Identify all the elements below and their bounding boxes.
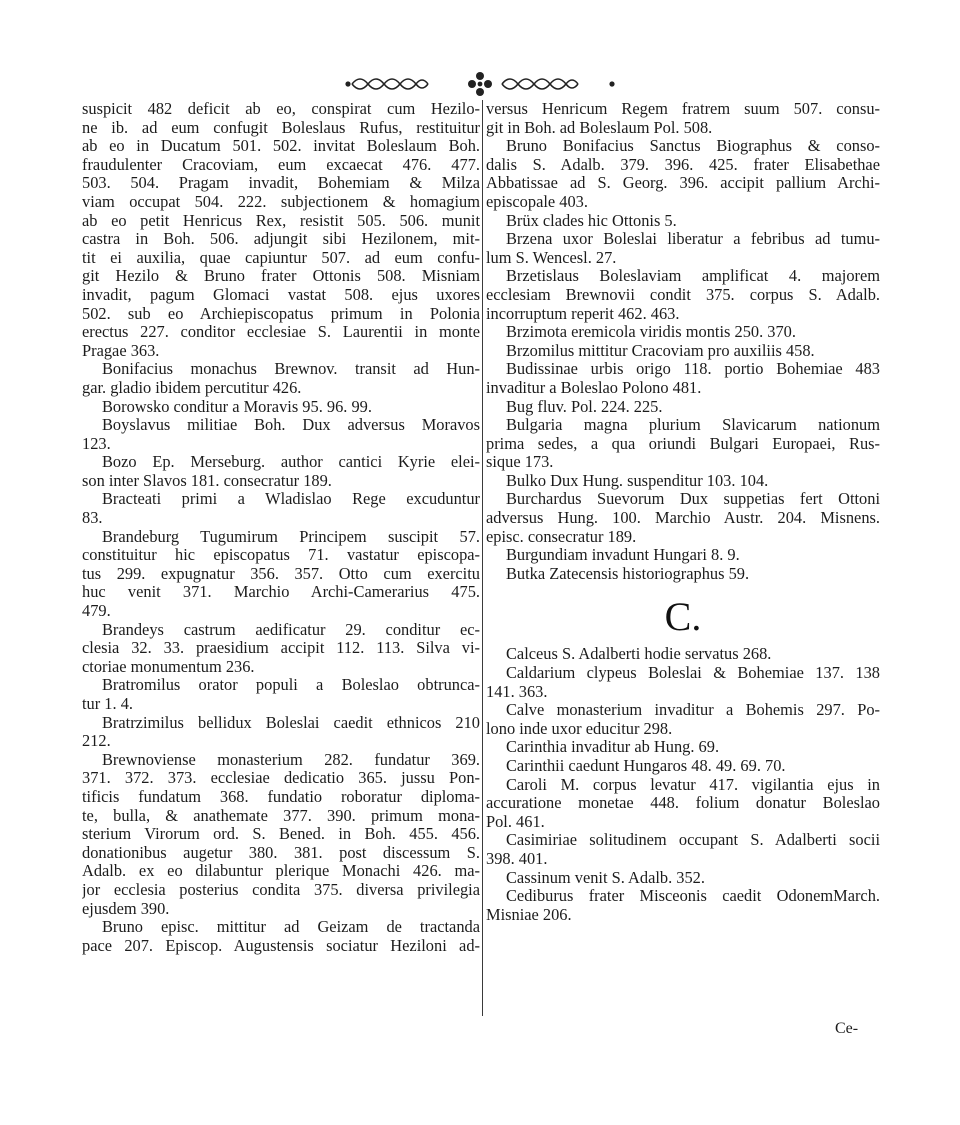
index-line: Caldarium clypeus Boleslai & Bohemiae 137. 138 [506, 664, 880, 683]
index-line: lum S. Wencesl. 27. [486, 248, 617, 267]
index-line: invadit, pagum Glomaci vastat 508. ejus uxores [82, 285, 480, 304]
index-line: Calve monasterium invaditur a Bohemis 297. Po- [506, 701, 880, 720]
index-line: Abbatissae ad S. Georg. 396. accipit pallium Archi- [486, 174, 880, 193]
index-line: invaditur a Boleslao Polono 481. [486, 378, 702, 397]
index-line: ejusdem 390. [82, 899, 170, 918]
index-line: 502. sub eo Archiepiscopatus primum in Polonia [82, 304, 480, 323]
index-line: Bratromilus orator populi a Boleslao obtrunca- [102, 676, 480, 695]
index-line: Bratrzimilus bellidux Boleslai caedit ethnicos 210 [102, 713, 480, 732]
index-line: Bulgaria magna plurium Slavicarum nationum [506, 416, 880, 435]
index-line: Brüx clades hic Ottonis 5. [506, 211, 677, 230]
index-line: Burchardus Suevorum Dux suppetias fert Ottoni [506, 490, 880, 509]
index-line: Cediburus frater Misceonis caedit OdonemMarch. [506, 887, 880, 906]
index-line: sique 173. [486, 453, 554, 472]
index-line: erectus 227. conditor ecclesiae S. Laurentii in monte [82, 323, 480, 342]
index-line: tit ei auxilia, quae capiuntur 507. ad eum confu- [82, 248, 480, 267]
index-line: 212. [82, 732, 111, 751]
index-line: Brandeys castrum aedificatur 29. conditur ec- [102, 620, 480, 639]
section-letter-c: C. [664, 594, 702, 640]
index-line: git in Boh. ad Boleslaum Pol. 508. [486, 118, 713, 137]
index-line: suspicit 482 deficit ab eo, conspirat cum Hezilo- [82, 100, 480, 118]
index-line: ctoriae monumentum 236. [82, 657, 255, 676]
catchword: Ce- [835, 1020, 859, 1037]
index-line: Caroli M. corpus levatur 417. vigilantia ejus in [506, 775, 880, 794]
index-line: Bonifacius monachus Brewnov. transit ad Hun- [102, 360, 480, 379]
index-line: Pragae 363. [82, 341, 160, 360]
index-line: ab eo petit Henricus Rex, resistit 505. 506. munit [82, 211, 480, 230]
index-line: clesia 32. 33. praesidium accipit 112. 113. Silva vi- [82, 639, 480, 658]
index-line: Pol. 461. [486, 812, 545, 831]
index-line: incorruptum reperit 462. 463. [486, 304, 680, 323]
index-line: Bruno Bonifacius Sanctus Biographus & conso- [506, 137, 880, 156]
index-line: 503. 504. Pragam invadit, Bohemiam & Milza [82, 174, 480, 193]
index-line: Budissinae urbis origo 118. portio Bohemiae 483 [506, 360, 880, 379]
index-line: accuratione monetae 448. folium donatur Boleslao [486, 794, 880, 813]
index-line: tificis fundatum 368. fundatio roboratur diploma- [82, 787, 480, 806]
index-line: 371. 372. 373. ecclesiae dedicatio 365. jussu Pon- [82, 769, 480, 788]
index-line: 141. 363. [486, 682, 548, 701]
index-line: Casimiriae solitudinem occupant S. Adalberti socii [506, 831, 880, 850]
index-line: Bruno episc. mittitur ad Geizam de tractanda [102, 918, 480, 937]
index-line: versus Henricum Regem fratrem suum 507. consu- [486, 100, 880, 118]
index-line: huc venit 371. Marchio Archi-Camerarius 475. [82, 583, 480, 602]
index-line: Brzimota eremicola viridis montis 250. 370. [506, 323, 796, 342]
index-line: Carinthia invaditur ab Hung. 69. [506, 738, 720, 757]
index-line: ne ib. ad eum confugit Boleslaus Rufus, restituitur [82, 118, 480, 137]
index-line: constituitur hic episcopatus 71. vastatur episcopa- [82, 546, 480, 565]
index-line: jor ecclesia posterius condita 375. diversa privilegia [82, 880, 480, 899]
index-line: castra in Boh. 506. adjungit sibi Hezilonem, mit- [82, 230, 480, 249]
index-line: fraudulenter Cracoviam, eum excaecat 476. 477. [82, 155, 480, 174]
index-line: dalis S. Adalb. 379. 396. 425. frater Elisabethae [486, 155, 880, 174]
index-line: ecclesiam Brewnovii condit 375. corpus S. Adalb. [486, 285, 880, 304]
index-line: Bozo Ep. Merseburg. author cantici Kyrie elei- [102, 453, 480, 472]
index-line: sterium Virorum ord. S. Bened. in Boh. 455. 456. [82, 825, 480, 844]
index-line: git Hezilo & Bruno frater Ottonis 508. Misniam [82, 267, 480, 286]
header-ornament [0, 62, 960, 102]
index-line: 479. [82, 602, 111, 621]
index-line: Boyslavus militiae Boh. Dux adversus Moravos [102, 416, 480, 435]
index-line: son inter Slavos 181. consecratur 189. [82, 471, 332, 490]
index-line: Brewnoviense monasterium 282. fundatur 369. [102, 750, 480, 769]
index-line: Brzena uxor Boleslai liberatur a febribus ad tumu- [506, 230, 880, 249]
index-line: episc. consecratur 189. [486, 527, 637, 546]
index-line: donationibus augetur 380. 381. post discessum S. [82, 843, 480, 862]
index-entries-c [486, 645, 880, 924]
index-line: pace 207. Episcop. Augustensis sociatur Heziloni ad- [82, 936, 480, 955]
index-line: Bulko Dux Hung. suspenditur 103. 104. [506, 471, 769, 490]
index-column-left [82, 100, 480, 955]
index-line: te, bulla, & anathemate 377. 390. primum mona- [82, 806, 480, 825]
index-line: Carinthii caedunt Hungaros 48. 49. 69. 70. [506, 757, 786, 775]
index-line: Bracteati primi a Wladislao Rege excuduntur [102, 490, 480, 509]
index-line: 123. [82, 434, 111, 453]
index-line: Adalb. ex eo dilabuntur plerique Monachi 426. ma- [82, 862, 480, 881]
column-divider [482, 100, 483, 1016]
index-line: Cassinum venit S. Adalb. 352. [506, 868, 705, 887]
index-line: tus 299. expugnatur 356. 357. Otto cum exercitu [82, 564, 480, 583]
index-line: prima sedes, a qua oriundi Bulgari Europaei, Rus- [486, 434, 880, 453]
index-line: Butka Zatecensis historiographus 59. [506, 564, 750, 583]
index-line: 398. 401. [486, 849, 548, 868]
index-line: Calceus S. Adalberti hodie servatus 268. [506, 645, 772, 664]
index-line: Burgundiam invadunt Hungari 8. 9. [506, 546, 740, 565]
index-line: 83. [82, 509, 103, 528]
index-line: Borowsko conditur a Moravis 95. 96. 99. [102, 397, 372, 416]
index-line: lono inde uxor educitur 298. [486, 719, 673, 738]
index-line: episcopale 403. [486, 192, 588, 211]
index-line: viam occupat 504. 222. subjectionem & homagium [82, 192, 480, 211]
index-entries-b-continued [486, 100, 880, 583]
index-line: ab eo in Ducatum 501. 502. invitat Boleslaum Boh. [82, 137, 480, 156]
index-line: Bug fluv. Pol. 224. 225. [506, 397, 663, 416]
index-line: Brzomilus mittitur Cracoviam pro auxiliis 458. [506, 341, 815, 360]
index-line: tur 1. 4. [82, 695, 133, 713]
index-line: Brzetislaus Boleslaviam amplificat 4. majorem [506, 267, 880, 286]
index-column-right [486, 100, 880, 924]
index-line: gar. gladio ibidem percutitur 426. [82, 378, 302, 397]
index-line: Brandeburg Tugumirum Principem suscipit 57. [102, 527, 480, 546]
index-line: Misniae 206. [486, 905, 572, 924]
index-line: adversus Hung. 100. Marchio Austr. 204. Misnens. [486, 509, 880, 528]
